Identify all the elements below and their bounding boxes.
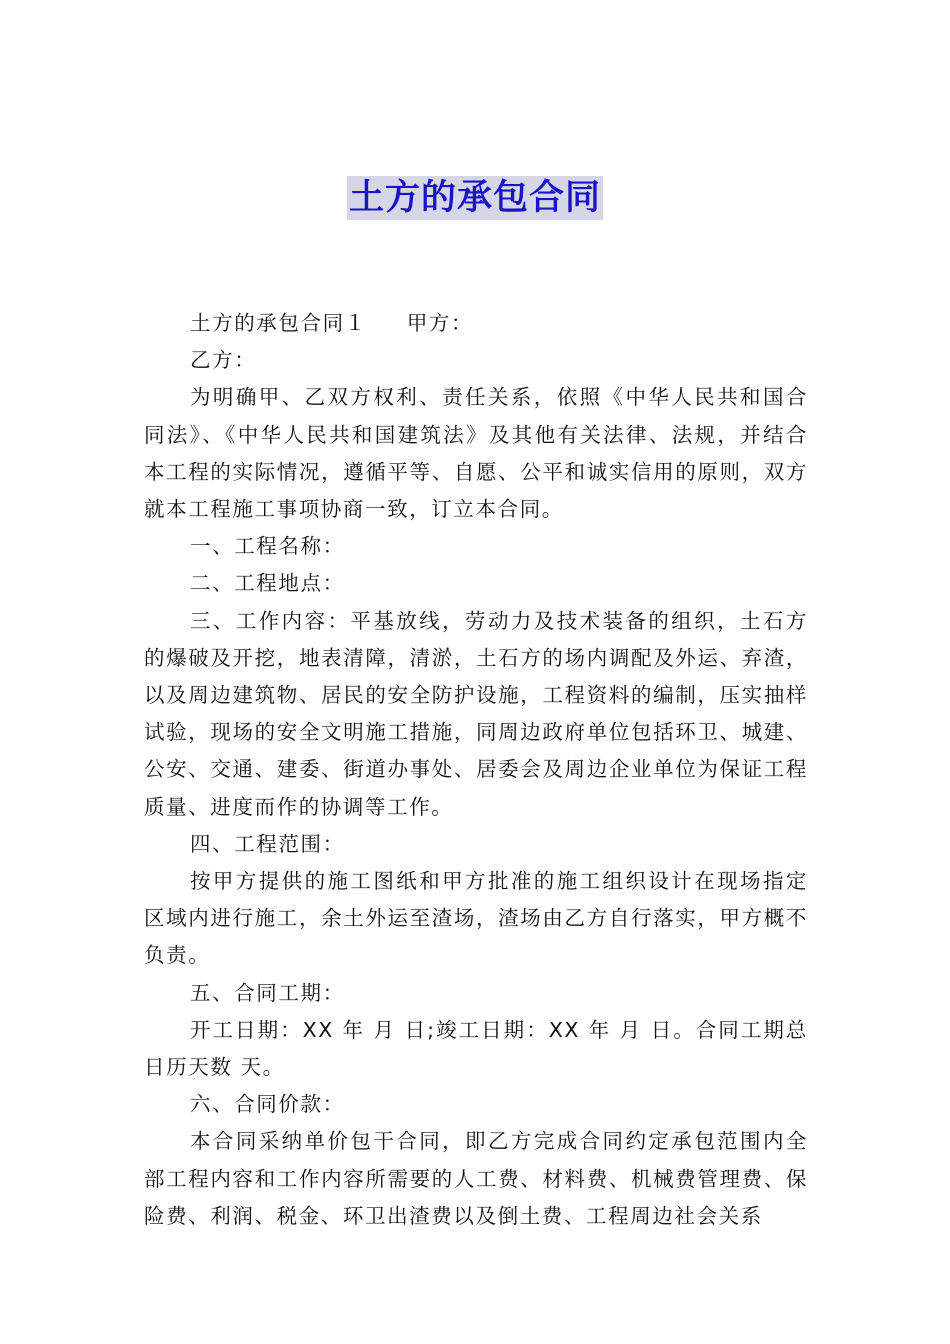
section-project-scope: 四、工程范围： xyxy=(190,831,345,856)
document-body xyxy=(144,305,808,1235)
paragraph-preamble: 为明确甲、乙双方权利、责任关系，依照《中华人民共和国合同法》、《中华人民共和国建筑法》及其他有关法律、法规，并结合本工程的实际情况，遵循平等、自愿、公平和诚实信用的原则，双方就本工程施工事项协商一致，订立本合同。 xyxy=(144,385,808,522)
section-project-name: 一、工程名称： xyxy=(190,534,345,559)
paragraph-period-detail: 开工日期：XX 年 月 日;竣工日期：XX 年 月 日。合同工期总日历天数 天。 xyxy=(144,1017,808,1080)
paragraph-heading-line xyxy=(144,305,808,342)
section-contract-period: 五、合同工期： xyxy=(190,980,345,1005)
contract-subtitle: 土方的承包合同１ xyxy=(190,311,367,335)
section-work-content: 三、工作内容：平基放线，劳动力及技术装备的组织，土石方的爆破及开挖，地表清障，清淤，土石方的场内调配及外运、弃渣，以及周边建筑物、居民的安全防护设施，工程资料的编制，压实抽样试验，现场的安全文明施工措施，同周边政府单位包括环卫、城建、公安、交通、建委、街道办事处、居委会及周边企业单位为保证工程质量、进度而作的协调等工作。 xyxy=(144,608,808,819)
section-contract-price: 六、合同价款： xyxy=(190,1092,345,1117)
party-a-label: 甲方： xyxy=(406,311,474,335)
paragraph-scope-detail: 按甲方提供的施工图纸和甲方批准的施工组织设计在现场指定区域内进行施工，余土外运至渣场，渣场由乙方自行落实，甲方概不负责。 xyxy=(144,869,808,968)
document-title: 土方的承包合同 xyxy=(348,178,601,218)
title-container xyxy=(0,176,950,220)
party-b-label: 乙方： xyxy=(190,348,257,373)
section-project-location: 二、工程地点： xyxy=(190,571,345,596)
paragraph-price-detail: 本合同采纳单价包干合同，即乙方完成合同约定承包范围内全部工程内容和工作内容所需要的人工费、材料费、机械费管理费、保险费、利润、税金、环卫出渣费以及倒土费、工程周边社会关系 xyxy=(144,1129,808,1228)
